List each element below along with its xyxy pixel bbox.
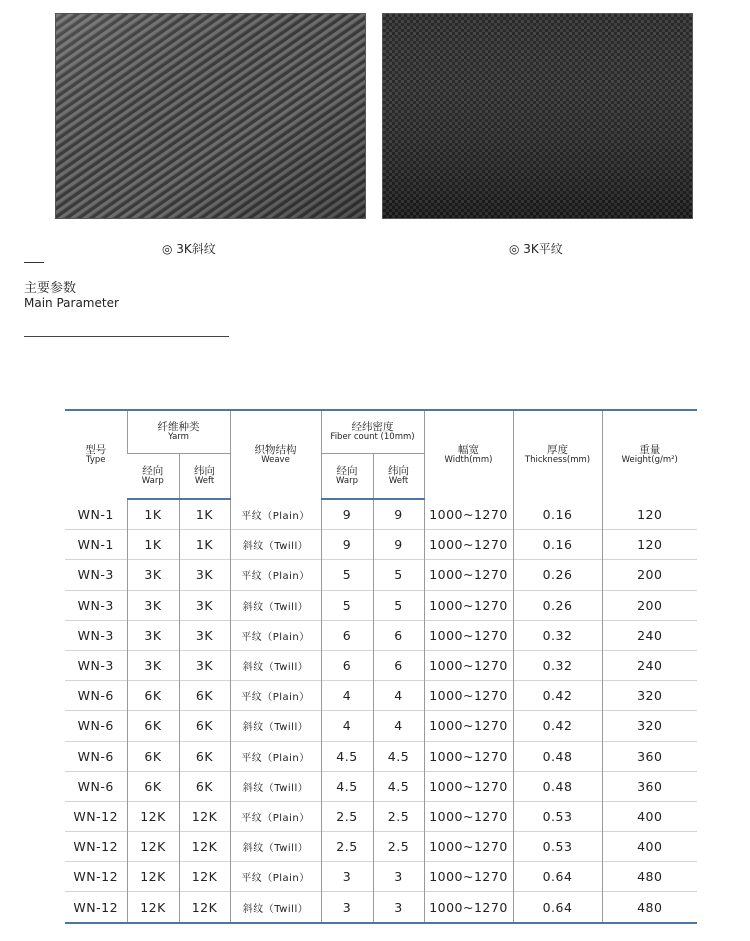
cell-width: 1000~1270 [424, 590, 513, 620]
cell-thickness: 0.64 [513, 892, 602, 923]
cell-d-warp: 4 [321, 681, 373, 711]
table-row [65, 741, 697, 771]
cell-thickness: 0.48 [513, 741, 602, 771]
cell-thickness: 0.42 [513, 711, 602, 741]
cell-weight: 120 [602, 530, 697, 560]
cell-warp: 6K [127, 771, 179, 801]
cell-weft: 3K [179, 590, 230, 620]
cell-weft: 6K [179, 771, 230, 801]
cell-warp: 3K [127, 650, 179, 680]
twill-weave-texture [56, 14, 365, 218]
cell-width: 1000~1270 [424, 771, 513, 801]
table-row [65, 862, 697, 892]
cell-weight: 120 [602, 499, 697, 530]
table-row [65, 892, 697, 923]
cell-weight: 320 [602, 681, 697, 711]
header-type: 型号 Type [85, 444, 107, 466]
cell-type: WN-3 [77, 567, 114, 583]
cell-warp: 3K [127, 620, 179, 650]
table-row [65, 620, 697, 650]
cell-weft: 3K [179, 650, 230, 680]
cell-d-weft: 6 [373, 620, 424, 650]
cell-d-weft: 4.5 [373, 741, 424, 771]
cell-warp: 12K [127, 801, 179, 831]
cell-type: WN-6 [77, 748, 114, 764]
cell-weave: 斜纹（Twill） [230, 530, 321, 560]
cell-d-weft: 9 [373, 499, 424, 530]
cell-weight: 360 [602, 741, 697, 771]
cell-weight: 200 [602, 560, 697, 590]
cell-warp: 1K [127, 530, 179, 560]
cell-d-weft: 2.5 [373, 832, 424, 862]
table-row [65, 711, 697, 741]
cell-weight: 240 [602, 620, 697, 650]
header-thickness: 厚度 Thickness(mm) [513, 410, 602, 499]
cell-weft: 12K [179, 892, 230, 923]
cell-width: 1000~1270 [424, 681, 513, 711]
cell-thickness: 0.26 [513, 590, 602, 620]
cell-d-weft: 4 [373, 711, 424, 741]
cell-width: 1000~1270 [424, 499, 513, 530]
cell-weft: 3K [179, 620, 230, 650]
plain-weave-texture [383, 14, 692, 218]
cell-width: 1000~1270 [424, 832, 513, 862]
cell-type: WN-6 [77, 688, 114, 704]
plain-fabric-photo [382, 13, 693, 219]
header-density: 经纬密度 Fiber count (10mm) [321, 410, 424, 454]
table-row [65, 832, 697, 862]
cell-d-warp: 2.5 [321, 832, 373, 862]
cell-d-weft: 3 [373, 862, 424, 892]
cell-width: 1000~1270 [424, 650, 513, 680]
parameter-table [65, 409, 697, 924]
cell-weft: 6K [179, 681, 230, 711]
cell-type: WN-3 [77, 597, 114, 613]
cell-width: 1000~1270 [424, 741, 513, 771]
cell-d-warp: 3 [321, 862, 373, 892]
cell-weight: 240 [602, 650, 697, 680]
header-weight: 重量 Weight(g/m²) [602, 410, 697, 499]
cell-type: WN-3 [77, 627, 114, 643]
cell-d-warp: 4.5 [321, 741, 373, 771]
cell-d-warp: 6 [321, 620, 373, 650]
cell-width: 1000~1270 [424, 711, 513, 741]
cell-weave: 斜纹（Twill） [230, 892, 321, 923]
cell-d-warp: 3 [321, 892, 373, 923]
cell-weave: 斜纹（Twill） [230, 711, 321, 741]
cell-weft: 12K [179, 801, 230, 831]
cell-d-weft: 4 [373, 681, 424, 711]
cell-thickness: 0.64 [513, 862, 602, 892]
cell-warp: 12K [127, 862, 179, 892]
header-yarn-weft: 纬向 Weft [179, 454, 230, 500]
cell-thickness: 0.16 [513, 530, 602, 560]
cell-weave: 斜纹（Twill） [230, 832, 321, 862]
cell-type: WN-6 [77, 778, 114, 794]
cell-d-weft: 3 [373, 892, 424, 923]
cell-weight: 200 [602, 590, 697, 620]
cell-d-warp: 5 [321, 590, 373, 620]
plain-caption: ◎ 3K平纹 [509, 242, 563, 256]
header-width: 幅宽 Width(mm) [424, 410, 513, 499]
table-row [65, 681, 697, 711]
twill-fabric-photo [55, 13, 366, 219]
cell-type: WN-1 [77, 506, 114, 522]
cell-weft: 12K [179, 832, 230, 862]
cell-type: WN-3 [77, 658, 114, 674]
cell-weft: 6K [179, 711, 230, 741]
cell-type: WN-12 [73, 839, 119, 855]
cell-weave: 平纹（Plain） [230, 681, 321, 711]
cell-thickness: 0.26 [513, 560, 602, 590]
header-weave: 织物结构 Weave [230, 410, 321, 499]
twill-caption: ◎ 3K斜纹 [162, 242, 216, 256]
cell-d-weft: 9 [373, 530, 424, 560]
table-row [65, 650, 697, 680]
cell-d-warp: 4.5 [321, 771, 373, 801]
cell-thickness: 0.16 [513, 499, 602, 530]
table-row [65, 801, 697, 831]
cell-d-warp: 6 [321, 650, 373, 680]
cell-d-warp: 9 [321, 530, 373, 560]
cell-width: 1000~1270 [424, 620, 513, 650]
cell-weight: 400 [602, 832, 697, 862]
cell-warp: 3K [127, 590, 179, 620]
cell-d-weft: 6 [373, 650, 424, 680]
cell-warp: 6K [127, 741, 179, 771]
header-density-weft: 纬向 Weft [373, 454, 424, 500]
cell-type: WN-6 [77, 718, 114, 734]
cell-d-warp: 2.5 [321, 801, 373, 831]
table-row [65, 771, 697, 801]
cell-weight: 320 [602, 711, 697, 741]
cell-thickness: 0.53 [513, 801, 602, 831]
cell-weave: 平纹（Plain） [230, 862, 321, 892]
cell-d-weft: 5 [373, 560, 424, 590]
cell-weave: 平纹（Plain） [230, 620, 321, 650]
cell-weight: 480 [602, 892, 697, 923]
cell-warp: 3K [127, 560, 179, 590]
cell-weight: 360 [602, 771, 697, 801]
section-title-cn: 主要参数 [24, 281, 77, 296]
cell-weave: 平纹（Plain） [230, 801, 321, 831]
cell-width: 1000~1270 [424, 801, 513, 831]
cell-type: WN-12 [73, 808, 119, 824]
cell-width: 1000~1270 [424, 530, 513, 560]
cell-d-warp: 4 [321, 711, 373, 741]
table-row [65, 499, 697, 530]
cell-warp: 6K [127, 681, 179, 711]
cell-thickness: 0.53 [513, 832, 602, 862]
cell-weave: 斜纹（Twill） [230, 650, 321, 680]
cell-d-warp: 5 [321, 560, 373, 590]
cell-d-weft: 2.5 [373, 801, 424, 831]
cell-width: 1000~1270 [424, 560, 513, 590]
table-row [65, 590, 697, 620]
cell-thickness: 0.32 [513, 650, 602, 680]
cell-weave: 斜纹（Twill） [230, 590, 321, 620]
section-divider [24, 336, 229, 337]
cell-d-warp: 9 [321, 499, 373, 530]
cell-warp: 6K [127, 711, 179, 741]
cell-thickness: 0.32 [513, 620, 602, 650]
cell-thickness: 0.48 [513, 771, 602, 801]
cell-weft: 12K [179, 862, 230, 892]
cell-weft: 3K [179, 560, 230, 590]
cell-weight: 480 [602, 862, 697, 892]
cell-d-weft: 5 [373, 590, 424, 620]
cell-d-weft: 4.5 [373, 771, 424, 801]
section-dash [24, 262, 44, 263]
cell-weave: 平纹（Plain） [230, 741, 321, 771]
cell-thickness: 0.42 [513, 681, 602, 711]
cell-warp: 1K [127, 499, 179, 530]
cell-type: WN-12 [73, 869, 119, 885]
cell-weave: 平纹（Plain） [230, 499, 321, 530]
cell-weft: 6K [179, 741, 230, 771]
cell-weave: 斜纹（Twill） [230, 771, 321, 801]
cell-width: 1000~1270 [424, 892, 513, 923]
table-row [65, 530, 697, 560]
cell-warp: 12K [127, 832, 179, 862]
cell-type: WN-1 [77, 537, 114, 553]
cell-weft: 1K [179, 499, 230, 530]
cell-warp: 12K [127, 892, 179, 923]
header-yarn: 纤维种类 Yarm [127, 410, 230, 454]
cell-weight: 400 [602, 801, 697, 831]
cell-type: WN-12 [73, 899, 119, 915]
cell-width: 1000~1270 [424, 862, 513, 892]
table-row [65, 560, 697, 590]
cell-weave: 平纹（Plain） [230, 560, 321, 590]
cell-weft: 1K [179, 530, 230, 560]
section-title-en: Main Parameter [24, 296, 119, 310]
header-density-warp: 经向 Warp [321, 454, 373, 500]
header-yarn-warp: 经向 Warp [127, 454, 179, 500]
